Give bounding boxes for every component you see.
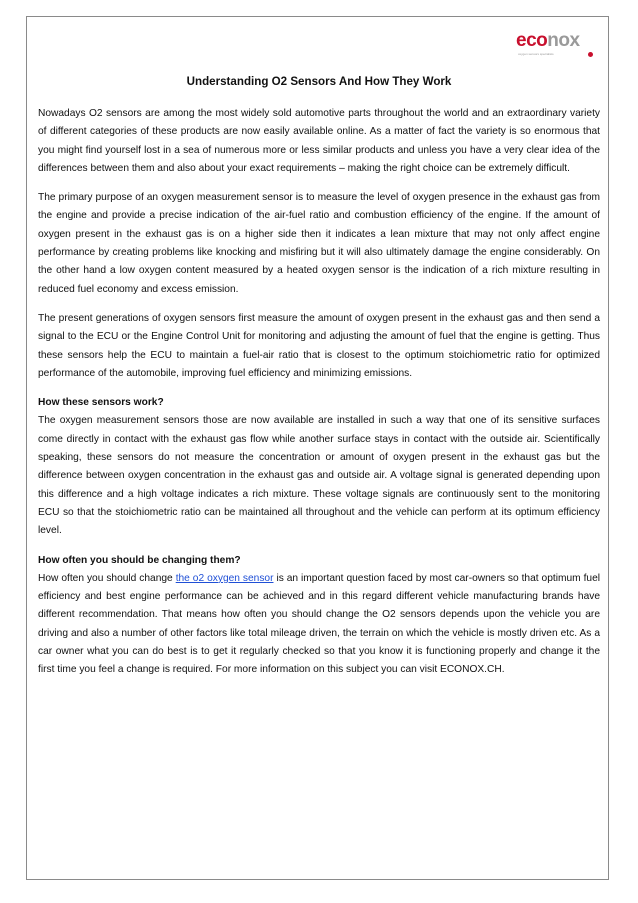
logo-wordmark	[516, 30, 580, 52]
section-heading-how-often: How often you should be changing them?	[38, 554, 241, 566]
generations-paragraph: The present generations of oxygen sensors first measure the amount of oxygen present in the exhaust gas and then send a signal to the ECU or the Engine Control Unit for monitoring and adjusting the amount of fuel that the engine is getting. Thus these sensors help the ECU to maintain a fuel-air ratio that is closest to the optimum stoichiometric ratio for optimized performance of the automobile, improving fuel efficiency and minimizing emissions.	[38, 312, 600, 379]
logo-tagline: oxygen sensors specialists	[518, 52, 554, 56]
document-body	[38, 105, 600, 680]
document-title: Understanding O2 Sensors And How They Work	[186, 75, 452, 88]
how-often-text-end: is an important question faced by most car-owners so that optimum fuel efficiency and best engine performance can be achieved and in this regard different vehicle manufacturing brands have different recommendation. That means how often you should change the O2 sensors depends upon the vehicle you are driving and also a number of other factors like total mileage driven, the terrain on which the vehicle is mostly driven etc. As a car owner what you can do best is to get it regularly checked so that you know it is functioning properly and change it the first time you feel a change is required. For more information on this subject you can visit ECONOX.CH.	[38, 572, 600, 676]
econox-logo	[516, 30, 596, 62]
how-often-paragraph	[38, 570, 600, 680]
how-often-text-start: How often you should change	[38, 572, 176, 584]
intro-paragraph: Nowadays O2 sensors are among the most widely sold automotive parts throughout the world and an extraordinary variety of different categories of these products are now easily available online. As a matter of fact the variety is so enormous that you might find yourself lost in a sea of numerous more or less similar products and unless you have a very clear idea of the differences between them and also about your exact requirements – making the right choice can be extremely difficult.	[38, 108, 600, 174]
logo-dot-icon	[588, 52, 593, 57]
logo-nox-text: nox	[547, 30, 580, 51]
how-they-work-paragraph: The oxygen measurement sensors those are now available are installed in such a way that one of its sensitive surfaces come directly in contact with the exhaust gas flow while another surface stays in contact with the outside air. Scientifically speaking, these sensors do not measure the concentration or amount of oxygen present in the exhaust gas but the difference between oxygen concentration in the exhaust gas and outside air. A voltage signal is generated depending upon this difference and a high voltage indicates a rich mixture. These voltage signals are continuously sent to the monitoring ECU so that the stoichiometric ratio can be maintained all throughout and the vehicle can perform at its optimum efficiency level.	[38, 415, 600, 537]
o2-oxygen-sensor-link[interactable]: the o2 oxygen sensor	[175, 572, 274, 584]
logo-eco-text: eco	[516, 30, 548, 51]
purpose-paragraph: The primary purpose of an oxygen measurement sensor is to measure the level of oxygen presence in the exhaust gas from the engine and provide a precise indication of the air-fuel ratio and combustion efficiency of the engine. If the amount of oxygen present in the exhaust gas is on a higher side then it indicates a lean mixture that may not only affect engine performance by creating problems like knocking and misfiring but it will also ultimately damage the engine considerably. On the other hand a low oxygen content measured by a heated oxygen sensor is the indication of a rich mixture resulting in reduced fuel economy and excess emission.	[38, 192, 600, 295]
section-heading-how-they-work: How these sensors work?	[38, 397, 164, 409]
